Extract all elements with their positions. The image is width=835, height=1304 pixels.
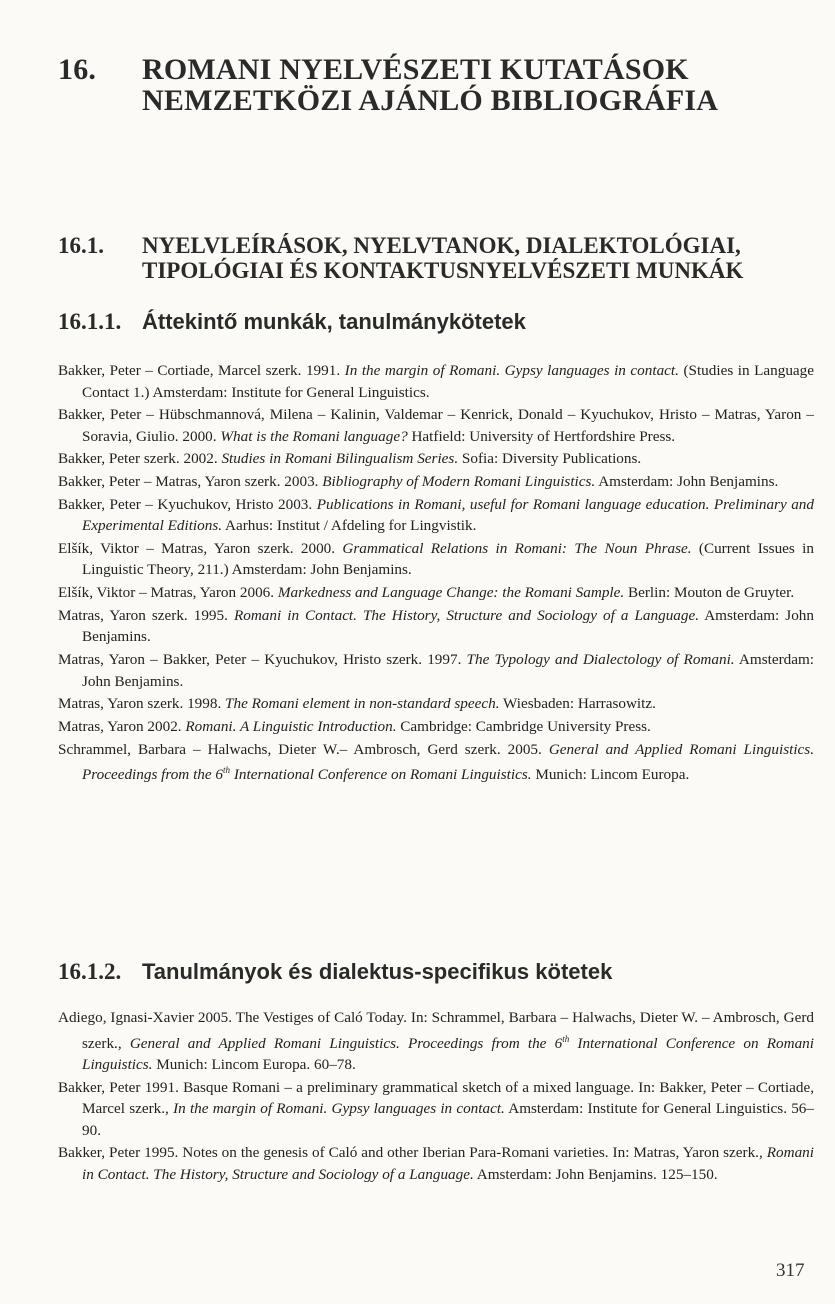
entry-author-year: Bakker, Peter – Kyuchukov, Hristo 2003. — [58, 495, 317, 513]
bibliography-list — [58, 360, 814, 787]
entry-publication: Munich: Lincom Europa. — [531, 766, 690, 784]
subsection-number: 16.1.2. — [58, 959, 122, 984]
bibliography-entry — [58, 739, 814, 786]
entry-title: In the margin of Romani. Gypsy languages in contact. — [173, 1100, 505, 1118]
entry-title: General and Applied Romani Linguistics. Proceedings from the 6th International Conference on Romani Linguistics. — [82, 1033, 814, 1074]
chapter-number: 16. — [58, 53, 97, 86]
entry-title: Bibliography of Modern Romani Linguistics. — [322, 473, 596, 491]
subsection-number: 16.1.1. — [58, 309, 122, 334]
entry-author-year: Schrammel, Barbara – Halwachs, Dieter W.– Ambrosch, Gerd szerk. 2005. — [58, 740, 549, 758]
entry-publication: Amsterdam: John Benjamins. — [82, 606, 814, 646]
entry-author-year: Bakker, Peter 1995. Notes on the genesis of Caló and other Iberian Para-Romani varieties. In: Matras, Yaron szerk., — [58, 1144, 767, 1162]
entry-author-year: Matras, Yaron 2002. — [58, 717, 186, 735]
bibliography-entry — [58, 693, 814, 715]
section-title-line-1: NYELVLEÍRÁSOK, NYELVTANOK, DIALEKTOLÓGIAI, — [142, 233, 741, 258]
entry-publication: Amsterdam: John Benjamins. — [82, 651, 814, 690]
entry-author-year: Bakker, Peter – Matras, Yaron szerk. 2003. — [58, 473, 323, 491]
bibliography-entry — [58, 448, 814, 470]
entry-title: In the margin of Romani. Gypsy languages in contact. — [344, 362, 679, 379]
entry-publication: Berlin: Mouton de Gruyter. — [624, 584, 795, 602]
bibliography-entry — [58, 538, 814, 581]
chapter-title-line-2: NEMZETKÖZI AJÁNLÓ BIBLIOGRÁFIA — [142, 84, 719, 117]
entry-publication: Amsterdam: Institute for General Linguistics. 56–90. — [82, 1100, 814, 1139]
entry-title: Studies in Romani Bilingualism Series. — [221, 450, 459, 468]
bibliography-entry — [58, 716, 814, 738]
bibliography-entry — [58, 649, 814, 692]
bibliography-entry — [58, 360, 814, 403]
bibliography-entry — [58, 1142, 814, 1185]
bibliography-entry — [58, 605, 814, 648]
entry-title: Publications in Romani, useful for Romani language education. Preliminary and Experimental Editions. — [82, 495, 814, 535]
entry-publication: (Studies in Language Contact 1.) Amsterdam: Institute for General Linguistics. — [82, 362, 814, 401]
entry-author-year: Elšík, Viktor – Matras, Yaron szerk. 2000. — [58, 539, 343, 557]
bibliography-list — [58, 1007, 814, 1187]
entry-author-year: Adiego, Ignasi-Xavier 2005. The Vestiges of Caló Today. In: Schrammel, Barbara – Halwachs, Dieter W. – Ambrosch, Gerd szerk., — [58, 1009, 814, 1052]
entry-publication: (Current Issues in Linguistic Theory, 211.) Amsterdam: John Benjamins. — [82, 539, 814, 579]
entry-publication: Sofia: Diversity Publications. — [458, 450, 642, 468]
bibliography-entry — [58, 494, 814, 537]
entry-author-year: Bakker, Peter – Hübschmannová, Milena – Kalinin, Valdemar – Kenrick, Donald – Kyuchukov, Hristo – Matras, Yaron – Soravia, Giulio. 2000. — [58, 406, 814, 445]
entry-author-year: Elšík, Viktor – Matras, Yaron 2006. — [58, 584, 278, 602]
entry-publication: Wiesbaden: Harrasowitz. — [499, 695, 656, 713]
entry-title: Romani. A Linguistic Introduction. — [185, 717, 397, 735]
entry-author-year: Bakker, Peter 1991. Basque Romani – a preliminary grammatical sketch of a mixed language. In: Bakker, Peter – Cortiade, Marcel szerk., — [58, 1078, 814, 1118]
bibliography-entry — [58, 404, 814, 447]
subsection-title: Áttekintő munkák, tanulmánykötetek — [142, 309, 526, 334]
entry-publication: Amsterdam: John Benjamins. 125–150. — [473, 1165, 718, 1183]
entry-title: Grammatical Relations in Romani: The Noun Phrase. — [342, 539, 692, 557]
entry-title: What is the Romani language? — [220, 427, 408, 445]
entry-author-year: Matras, Yaron szerk. 1995. — [58, 606, 234, 624]
subsection-title: Tanulmányok és dialektus-specifikus kötetek — [142, 959, 613, 984]
entry-author-year: Matras, Yaron szerk. 1998. — [58, 695, 226, 713]
entry-title: The Romani element in non-standard speech. — [225, 695, 500, 713]
entry-title: Markedness and Language Change: the Romani Sample. — [277, 584, 625, 602]
bibliography-entry — [58, 471, 814, 493]
entry-publication: Cambridge: Cambridge University Press. — [396, 717, 651, 735]
entry-title: Romani in Contact. The History, Structure and Sociology of a Language. — [233, 606, 700, 624]
entry-publication: Aarhus: Institut / Afdeling for Lingvistik. — [222, 517, 477, 535]
entry-title: Romani in Contact. The History, Structure and Sociology of a Language. — [82, 1144, 814, 1183]
bibliography-entry — [58, 1077, 814, 1142]
entry-publication: Munich: Lincom Europa. 60–78. — [152, 1056, 356, 1074]
chapter-title-line-1: ROMANI NYELVÉSZETI KUTATÁSOK — [142, 53, 689, 86]
entry-author-year: Bakker, Peter – Cortiade, Marcel szerk. 1991. — [58, 362, 345, 379]
page-number: 317 — [776, 1260, 805, 1281]
entry-author-year: Bakker, Peter szerk. 2002. — [58, 450, 222, 468]
entry-title: General and Applied Romani Linguistics. Proceedings from the 6th International Conference on Romani Linguistics. — [82, 740, 814, 784]
section-number: 16.1. — [58, 233, 104, 258]
bibliography-entry — [58, 1007, 814, 1076]
section-title-line-2: TIPOLÓGIAI ÉS KONTAKTUSNYELVÉSZETI MUNKÁK — [142, 258, 744, 283]
entry-publication: Hatfield: University of Hertfordshire Press. — [407, 427, 676, 445]
entry-author-year: Matras, Yaron – Bakker, Peter – Kyuchukov, Hristo szerk. 1997. — [58, 651, 467, 668]
bibliography-entry — [58, 582, 814, 604]
entry-publication: Amsterdam: John Benjamins. — [595, 473, 779, 491]
entry-title: The Typology and Dialectology of Romani. — [466, 651, 735, 668]
